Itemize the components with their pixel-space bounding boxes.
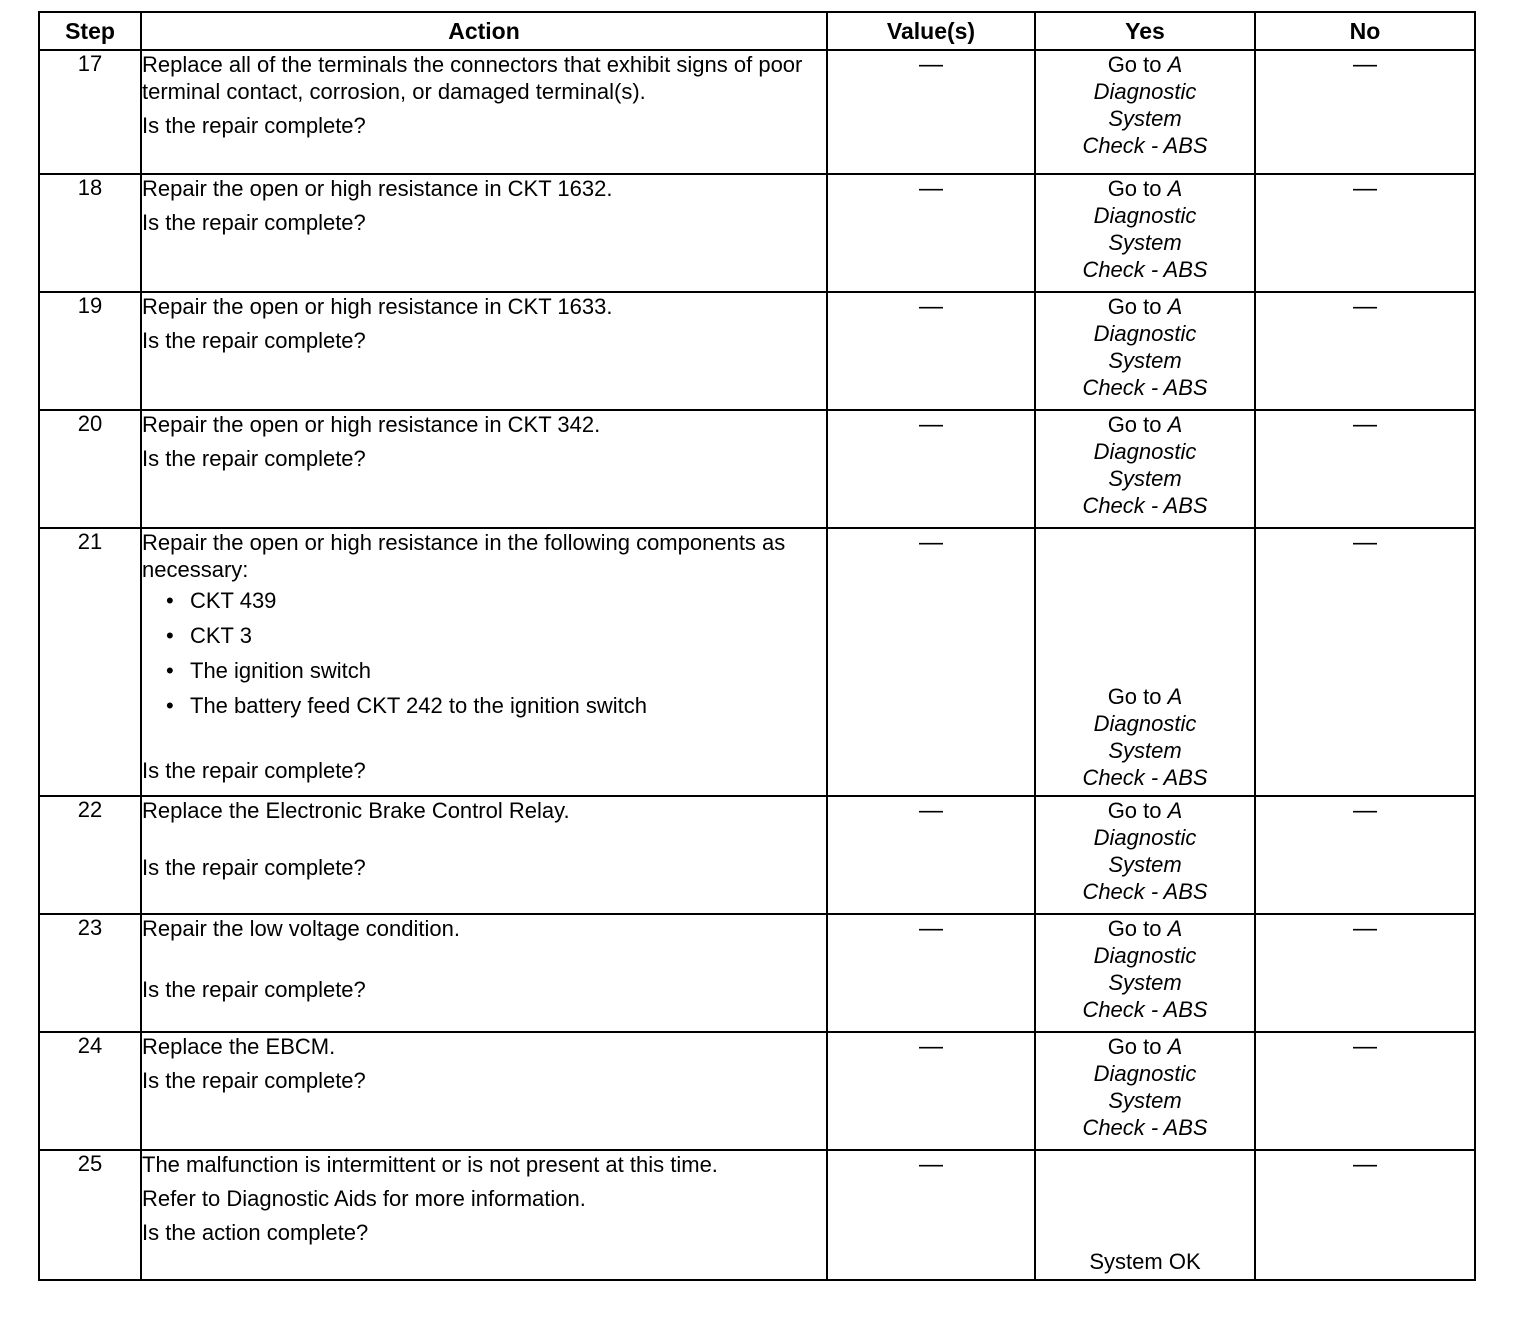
action-text: Repair the low voltage condition. [142,916,460,941]
action-text: The malfunction is intermittent or is not present at this time. [142,1152,718,1177]
step-number: 23 [39,914,141,1032]
table-row [39,410,1475,528]
goto-line-3: System [1108,852,1182,877]
action-text: Replace the EBCM. [142,1034,336,1059]
goto-a: A [1167,916,1183,941]
action-cell [141,914,827,1032]
table-row [39,1150,1475,1280]
goto-line-3: System [1108,1088,1182,1113]
yes-cell [1035,914,1255,1032]
action-cell [141,174,827,292]
action-question: Is the repair complete? [142,855,366,880]
action-cell [141,796,827,914]
step-number: 18 [39,174,141,292]
yes-cell [1035,410,1255,528]
goto-line-4: Check - ABS [1082,1115,1208,1140]
no-cell: — [1255,796,1475,914]
value-cell: — [827,292,1035,410]
goto-line-3: System [1108,230,1182,255]
goto-line-1 [1036,915,1254,942]
step-number: 17 [39,50,141,174]
list-item: • The battery feed CKT 242 to the ignition switch [178,688,826,723]
action-cell [141,50,827,174]
goto-line-4: Check - ABS [1082,375,1208,400]
value-cell: — [827,914,1035,1032]
value-cell: — [827,796,1035,914]
action-cell [141,1150,827,1280]
goto-line-2: Diagnostic [1093,79,1197,104]
value-cell: — [827,174,1035,292]
yes-cell [1035,796,1255,914]
goto-line-2: Diagnostic [1093,321,1197,346]
diagnostic-table [38,11,1476,1281]
action-question: Is the repair complete? [142,1068,366,1093]
value-cell: — [827,50,1035,174]
goto-line-4: Check - ABS [1082,765,1208,790]
header-values: Value(s) [827,12,1035,50]
goto-line-1 [1036,683,1254,710]
goto-prefix: Go to [1107,1034,1168,1059]
goto-line-3: System [1108,738,1182,763]
value-cell: — [827,1032,1035,1150]
yes-cell: System OK [1035,1150,1255,1280]
yes-cell [1035,174,1255,292]
action-text: Refer to Diagnostic Aids for more information. [142,1186,586,1211]
goto-line-4: Check - ABS [1082,133,1208,158]
goto-prefix: Go to [1107,916,1168,941]
action-question: Is the repair complete? [142,328,366,353]
goto-a: A [1167,684,1183,709]
goto-prefix: Go to [1107,176,1168,201]
goto-line-4: Check - ABS [1082,493,1208,518]
no-cell: — [1255,50,1475,174]
goto-a: A [1167,176,1183,201]
value-cell: — [827,1150,1035,1280]
goto-line-2: Diagnostic [1093,711,1197,736]
action-cell [141,528,827,796]
goto-prefix: Go to [1107,294,1168,319]
header-no: No [1255,12,1475,50]
table-row [39,292,1475,410]
step-number: 22 [39,796,141,914]
step-number: 24 [39,1032,141,1150]
value-cell: — [827,528,1035,796]
goto-line-1 [1036,411,1254,438]
step-number: 25 [39,1150,141,1280]
no-cell: — [1255,1032,1475,1150]
goto-line-2: Diagnostic [1093,1061,1197,1086]
list-item: • The ignition switch [178,653,826,688]
goto-prefix: Go to [1107,684,1168,709]
goto-prefix: Go to [1107,52,1168,77]
yes-cell [1035,50,1255,174]
yes-cell [1035,528,1255,796]
value-cell: — [827,410,1035,528]
action-question: Is the repair complete? [142,758,366,783]
goto-line-1 [1036,293,1254,320]
list-item: • CKT 3 [178,618,826,653]
no-cell: — [1255,174,1475,292]
step-number: 20 [39,410,141,528]
action-text: Repair the open or high resistance in CKT 1632. [142,176,613,201]
action-text: Replace the Electronic Brake Control Relay. [142,798,570,823]
goto-line-1 [1036,175,1254,202]
action-cell [141,292,827,410]
goto-a: A [1167,798,1183,823]
goto-a: A [1167,294,1183,319]
action-cell [141,1032,827,1150]
action-question: Is the repair complete? [142,446,366,471]
header-step: Step [39,12,141,50]
no-cell: — [1255,410,1475,528]
goto-line-4: Check - ABS [1082,997,1208,1022]
action-text: Repair the open or high resistance in the following components as necessary: [142,530,786,582]
yes-cell [1035,292,1255,410]
goto-line-3: System [1108,106,1182,131]
goto-prefix: Go to [1107,412,1168,437]
table-row [39,796,1475,914]
goto-line-2: Diagnostic [1093,825,1197,850]
action-cell [141,410,827,528]
no-cell: — [1255,1150,1475,1280]
goto-a: A [1167,412,1183,437]
table-row [39,914,1475,1032]
table-row [39,50,1475,174]
goto-line-3: System [1108,466,1182,491]
goto-line-2: Diagnostic [1093,439,1197,464]
header-yes: Yes [1035,12,1255,50]
goto-line-2: Diagnostic [1093,943,1197,968]
goto-a: A [1167,1034,1183,1059]
goto-prefix: Go to [1107,798,1168,823]
goto-line-3: System [1108,970,1182,995]
table-row [39,174,1475,292]
action-question: Is the action complete? [142,1220,369,1245]
action-question: Is the repair complete? [142,210,366,235]
step-number: 19 [39,292,141,410]
action-text: Repair the open or high resistance in CKT 342. [142,412,601,437]
goto-line-4: Check - ABS [1082,257,1208,282]
component-list [142,583,826,723]
table-row [39,528,1475,796]
action-text: Repair the open or high resistance in CKT 1633. [142,294,613,319]
goto-line-2: Diagnostic [1093,203,1197,228]
action-question: Is the repair complete? [142,113,366,138]
table-header-row [39,12,1475,50]
goto-line-3: System [1108,348,1182,373]
goto-line-4: Check - ABS [1082,879,1208,904]
goto-line-1 [1036,51,1254,78]
no-cell: — [1255,528,1475,796]
goto-a: A [1167,52,1183,77]
action-question: Is the repair complete? [142,977,366,1002]
no-cell: — [1255,292,1475,410]
yes-cell [1035,1032,1255,1150]
goto-line-1 [1036,1033,1254,1060]
no-cell: — [1255,914,1475,1032]
goto-line-1 [1036,797,1254,824]
header-action: Action [141,12,827,50]
table-row [39,1032,1475,1150]
list-item: • CKT 439 [178,583,826,618]
action-text: Replace all of the terminals the connectors that exhibit signs of poor terminal contact, corrosion, or damaged terminal(s). [142,52,803,104]
step-number: 21 [39,528,141,796]
